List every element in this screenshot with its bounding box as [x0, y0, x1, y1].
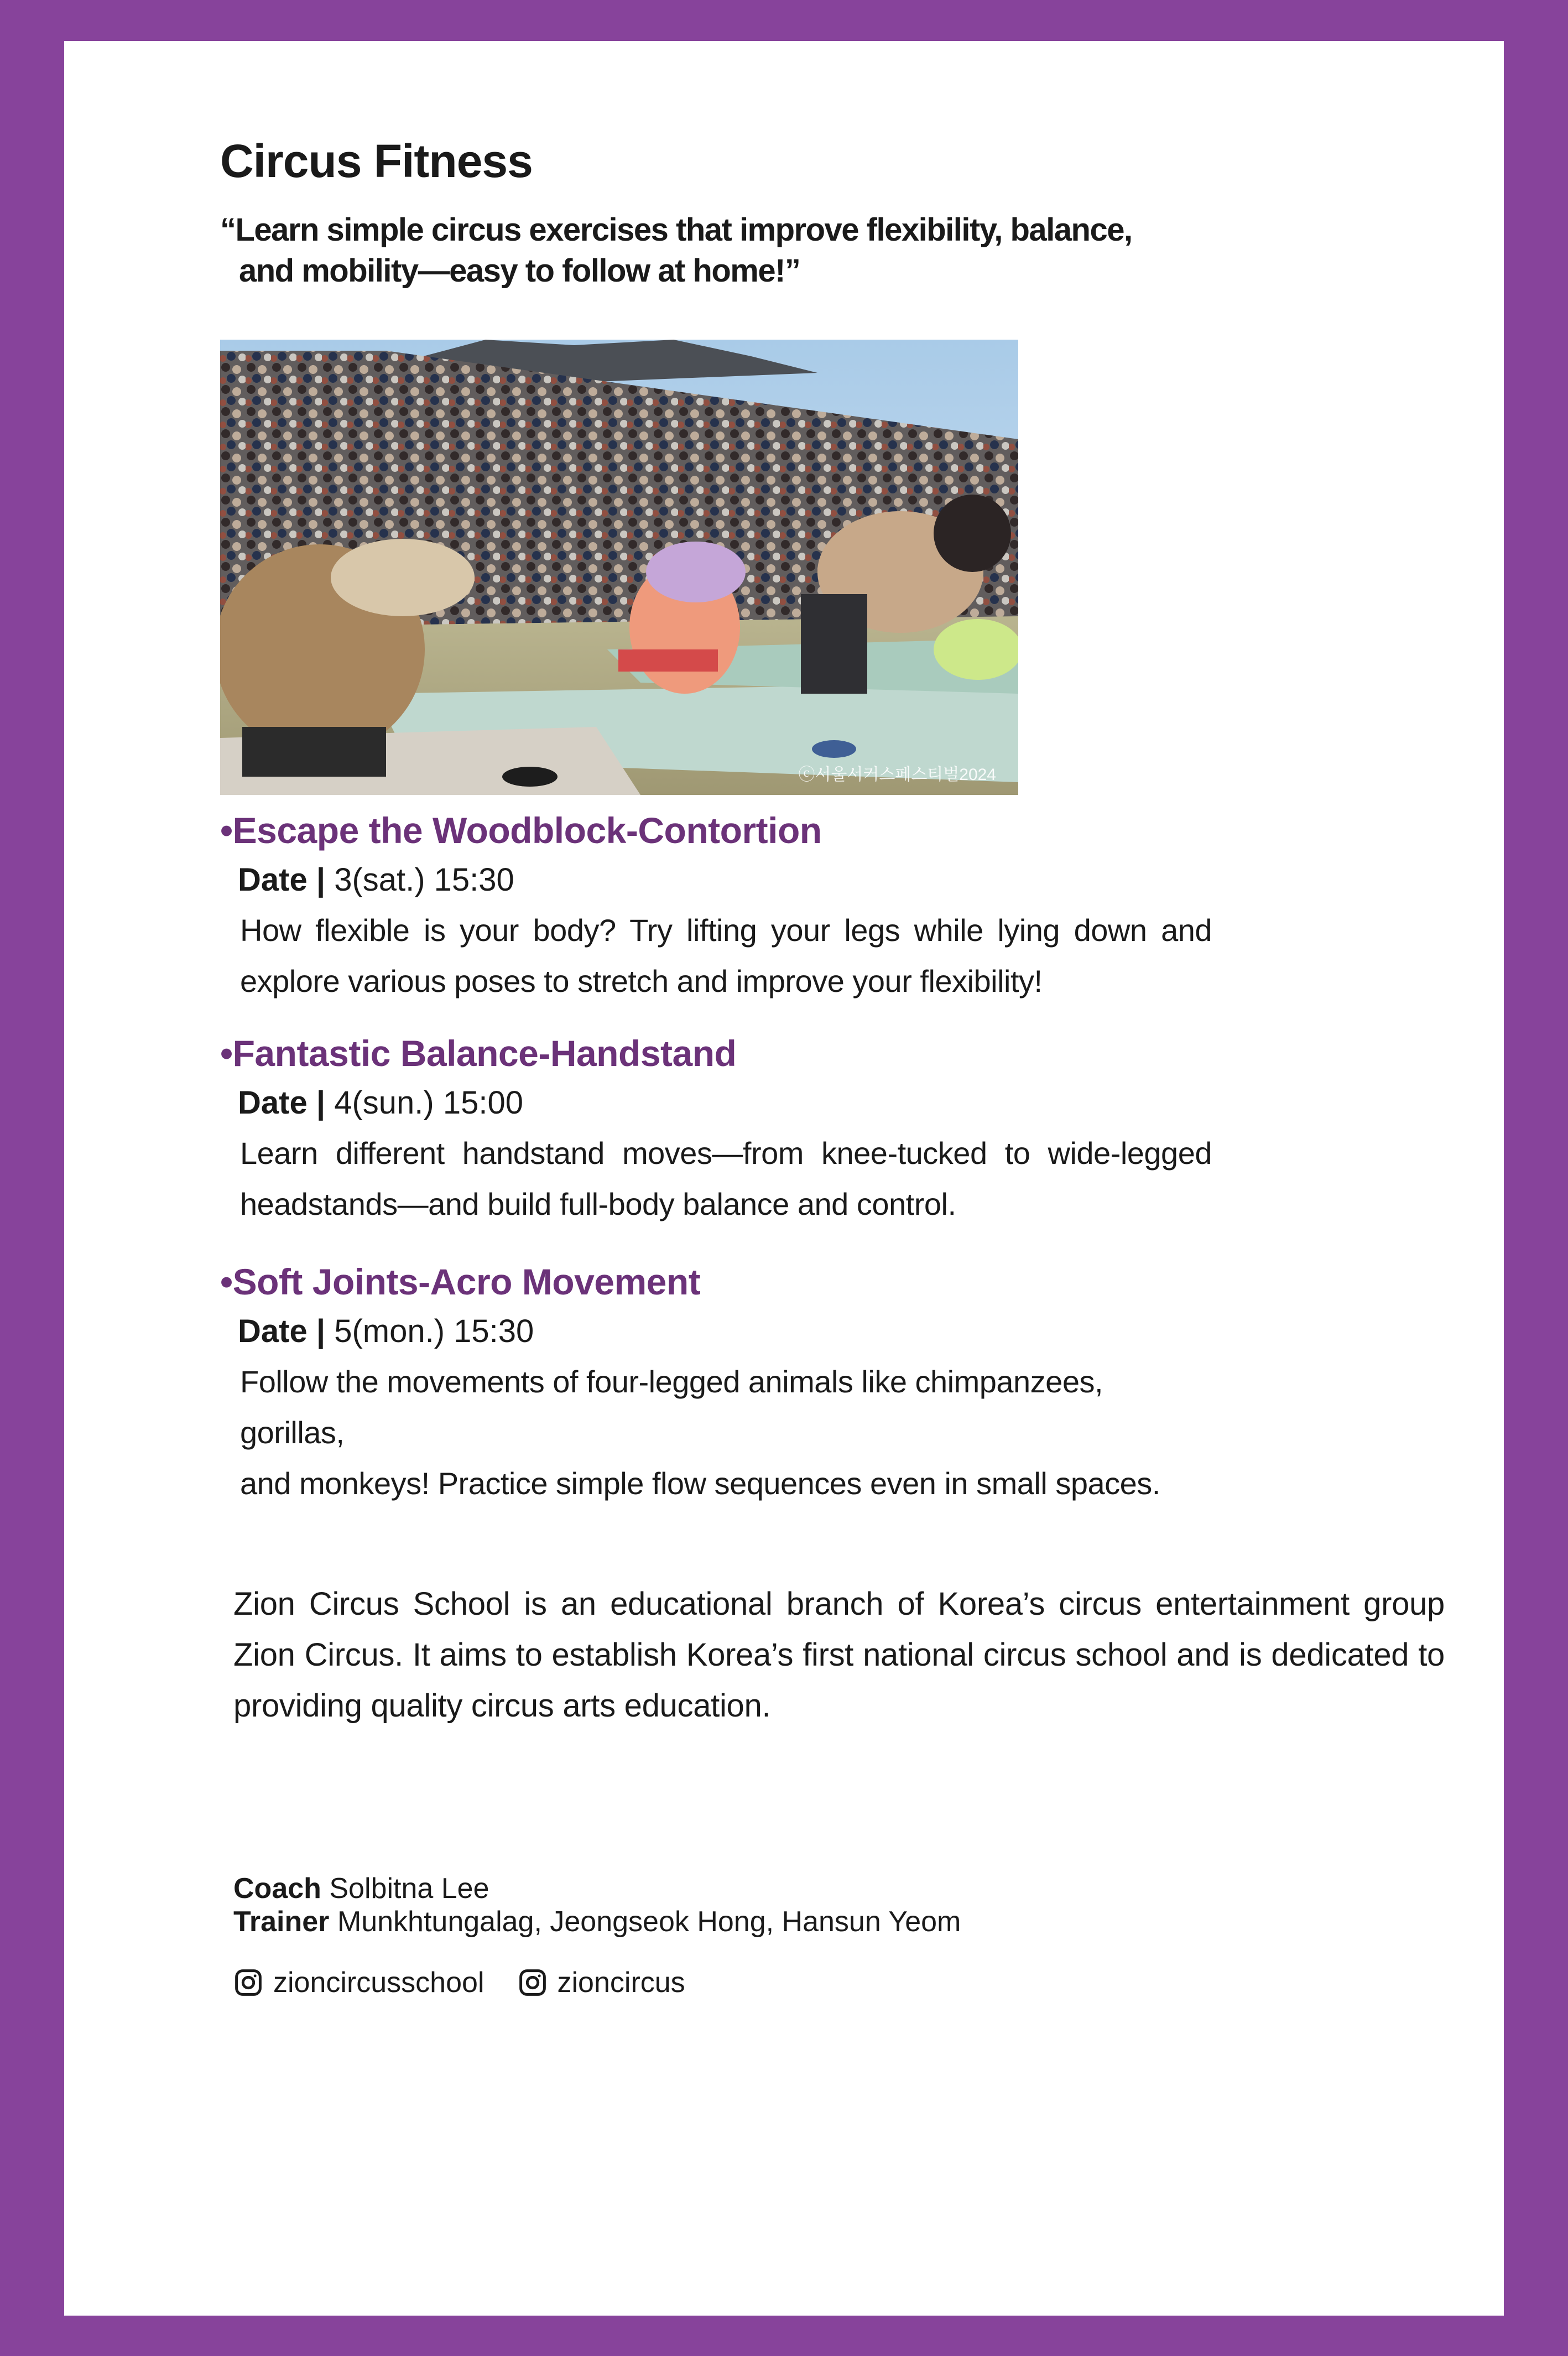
poster-page — [64, 41, 1504, 2316]
instagram-handle[interactable]: zioncircus — [557, 1967, 685, 1999]
social-links — [233, 1966, 685, 1999]
session-date-1 — [238, 864, 514, 896]
about-paragraph: Zion Circus School is an educational branch of Korea’s circus entertainment group Zion Circus. It aims to establish Korea’s first national circus school and is dedicated to providing quality circus arts education. — [233, 1586, 1445, 1724]
session-description-1: How flexible is your body? Try lifting your legs while lying down and explore various poses to stretch and improve your flexibility! — [240, 913, 1212, 998]
instagram-icon — [518, 1968, 548, 1998]
instagram-icon — [233, 1968, 263, 1998]
trainer-line — [233, 1905, 961, 1938]
session-title-text: Escape the Woodblock-Contortion — [232, 810, 822, 851]
social-link-zioncircus[interactable] — [518, 1966, 685, 1999]
session-description-3 — [240, 1356, 1212, 1509]
page-subtitle — [220, 210, 1271, 292]
date-value: 5(mon.) 15:30 — [334, 1313, 534, 1349]
session-title-1 — [220, 812, 822, 849]
session-title-2 — [220, 1035, 736, 1072]
trainer-names: Munkhtungalag, Jeongseok Hong, Hansun Yeom — [337, 1906, 961, 1938]
date-value: 3(sat.) 15:30 — [334, 862, 514, 898]
session-title-text: Fantastic Balance-Handstand — [232, 1033, 737, 1074]
page-title: Circus Fitness — [220, 135, 533, 187]
date-label: Date | — [238, 1313, 326, 1349]
event-photo — [220, 340, 1018, 795]
session-description-2: Learn different handstand moves—from knee-tucked to wide-legged headstands—and build full-body balance and control. — [240, 1136, 1212, 1221]
session-title-text: Soft Joints-Acro Movement — [232, 1261, 701, 1302]
coach-label: Coach — [233, 1873, 321, 1905]
instagram-handle[interactable]: zioncircusschool — [273, 1967, 485, 1999]
description-line-1: Follow the movements of four-legged animals like chimpanzees, gorillas, — [240, 1364, 1103, 1450]
date-value: 4(sun.) 15:00 — [334, 1085, 523, 1121]
coach-line — [233, 1872, 961, 1905]
session-date-2 — [238, 1087, 523, 1119]
photo-credit: ⓒ서울서커스페스티벌2024 — [798, 766, 996, 784]
credits-block — [233, 1872, 961, 1938]
bullet-dot: • — [220, 1033, 233, 1074]
session-title-3 — [220, 1263, 700, 1300]
session-date-3 — [238, 1315, 534, 1348]
subtitle-line-1: “Learn simple circus exercises that improve flexibility, balance, — [220, 212, 1132, 248]
subtitle-line-2: and mobility—easy to follow at home!” — [239, 253, 800, 289]
coach-name: Solbitna Lee — [329, 1873, 489, 1905]
description-line-2: and monkeys! Practice simple flow sequences even in small spaces. — [240, 1466, 1160, 1501]
social-link-zioncircusschool[interactable] — [233, 1966, 485, 1999]
bullet-dot: • — [220, 810, 233, 851]
date-label: Date | — [238, 1085, 326, 1121]
date-label: Date | — [238, 862, 326, 898]
trainer-label: Trainer — [233, 1906, 330, 1938]
bullet-dot: • — [220, 1261, 233, 1302]
